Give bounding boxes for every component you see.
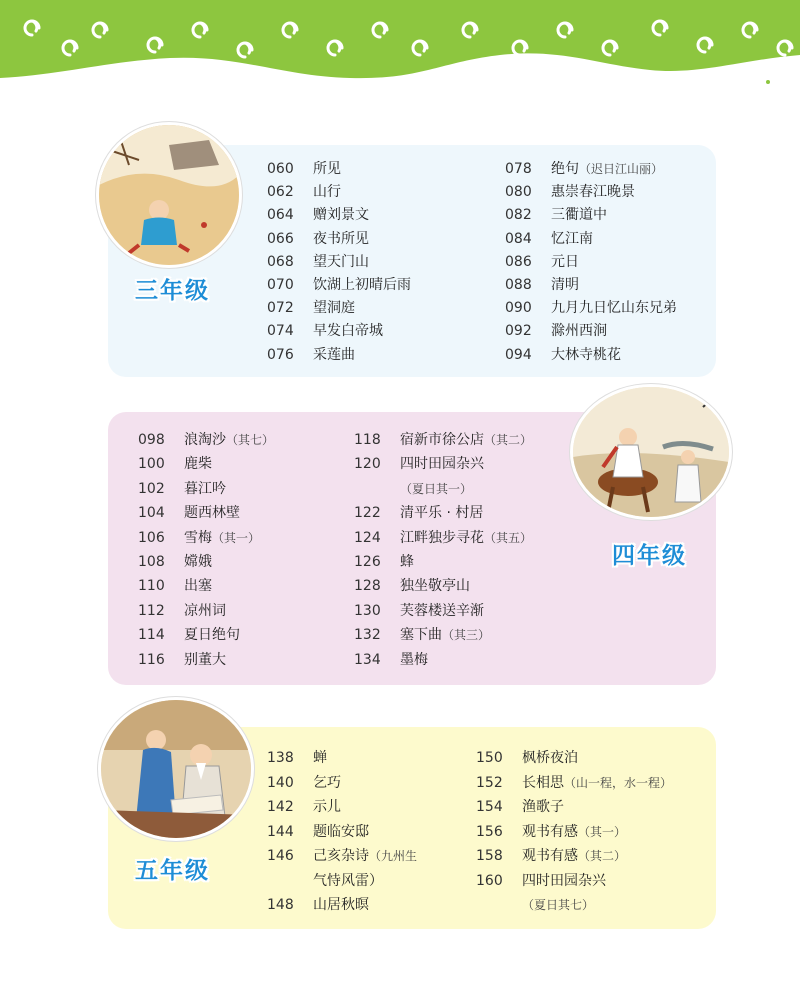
toc-title: 观书有感 [522, 823, 578, 840]
toc-entry[interactable] [267, 158, 411, 181]
toc-note: （其一） [578, 824, 627, 839]
toc-entry[interactable] [354, 452, 532, 476]
toc-title: 观书有感 [522, 848, 578, 864]
toc-page-number: 122 [354, 505, 381, 522]
toc-page-number: 128 [354, 578, 381, 595]
toc-entry[interactable] [267, 181, 411, 204]
toc-page-number: 066 [267, 230, 294, 247]
toc-page-number: 108 [138, 553, 165, 570]
toc-page-number: 078 [505, 161, 532, 177]
toc-page-number: 076 [267, 346, 294, 363]
toc-title: 示儿 [313, 799, 341, 815]
toc-page-number: 110 [138, 578, 165, 595]
toc-entry[interactable] [267, 820, 417, 845]
toc-entry[interactable] [505, 181, 677, 204]
toc-title: 清平乐 · 村居 [400, 505, 484, 522]
grade3-left-list [267, 158, 411, 367]
toc-entry[interactable] [267, 320, 411, 343]
toc-entry[interactable] [138, 526, 274, 550]
toc-page-number: 138 [267, 750, 294, 766]
toc-page-number: 146 [267, 848, 294, 864]
toc-title: 望洞庭 [313, 300, 355, 317]
toc-page-number: 082 [505, 207, 532, 224]
toc-entry[interactable] [138, 648, 274, 672]
toc-title: 雪梅 [184, 529, 212, 546]
toc-title: 惠崇春江晚景 [551, 184, 635, 201]
toc-entry[interactable] [267, 344, 411, 367]
toc-entry[interactable] [354, 477, 532, 501]
toc-title: 别董大 [184, 651, 226, 668]
toc-page-number: 134 [354, 651, 381, 668]
toc-title: 夏日绝句 [184, 627, 240, 644]
toc-entry[interactable] [505, 158, 677, 181]
toc-entry[interactable] [476, 893, 672, 918]
toc-page-number: 130 [354, 602, 381, 619]
toc-page-number: 104 [138, 505, 165, 522]
toc-title: 赠刘景文 [313, 207, 369, 224]
toc-title: 己亥杂诗 [313, 848, 369, 864]
toc-title: 题西林壁 [184, 505, 240, 522]
toc-page-number: 126 [354, 553, 381, 570]
toc-title: 滁州西涧 [551, 323, 607, 340]
toc-note: （夏日其一） [400, 481, 473, 496]
toc-entry[interactable] [505, 251, 677, 274]
toc-title: 出塞 [184, 578, 212, 595]
toc-title: 元日 [551, 253, 579, 270]
toc-entry[interactable] [138, 428, 274, 452]
toc-entry[interactable] [354, 550, 532, 574]
toc-entry[interactable] [354, 623, 532, 647]
toc-title: 忆江南 [551, 230, 593, 247]
toc-title: 蜂 [400, 553, 414, 570]
toc-entry[interactable] [267, 795, 417, 820]
toc-entry[interactable] [267, 746, 417, 771]
toc-note: （其七） [226, 433, 275, 447]
toc-page-number: 116 [138, 651, 165, 668]
grade5-illustration [98, 697, 254, 841]
toc-entry[interactable] [138, 623, 274, 647]
toc-title: 气恃风雷） [313, 872, 383, 889]
toc-page-number: 118 [354, 432, 381, 448]
toc-entry[interactable] [505, 274, 677, 297]
toc-title: 三衢道中 [551, 207, 607, 224]
toc-title: 大林寺桃花 [551, 346, 621, 363]
toc-page-number: 132 [354, 627, 381, 644]
toc-entry[interactable] [505, 344, 677, 367]
toc-note: （其一） [212, 530, 261, 545]
grade4-left-list [138, 428, 274, 672]
toc-page-number: 074 [267, 323, 294, 340]
toc-entry[interactable] [505, 228, 677, 251]
grade5-left-list [267, 746, 417, 918]
toc-entry[interactable] [476, 869, 672, 894]
toc-page-number: 152 [476, 774, 503, 791]
toc-entry[interactable] [476, 844, 672, 869]
grade5-title: 五年级 [135, 858, 210, 884]
toc-note: （山一程，水一程） [564, 775, 673, 790]
toc-page-number: 088 [505, 276, 532, 293]
toc-entry[interactable] [267, 893, 417, 918]
toc-page-number: 144 [267, 823, 294, 840]
toc-title: 所见 [313, 161, 341, 177]
toc-note: （迟日江山丽） [579, 162, 664, 176]
top-banner [0, 0, 800, 95]
toc-page-number: 154 [476, 799, 503, 815]
toc-entry[interactable] [505, 320, 677, 343]
toc-entry[interactable] [354, 648, 532, 672]
grade3-title: 三年级 [135, 278, 210, 304]
toc-title: 枫桥夜泊 [522, 750, 578, 766]
toc-title: 渔歌子 [522, 799, 564, 815]
toc-title: 墨梅 [400, 651, 428, 668]
toc-page-number: 092 [505, 323, 532, 340]
toc-entry[interactable] [505, 204, 677, 227]
toc-title: 鹿柴 [184, 456, 212, 473]
toc-entry[interactable] [267, 771, 417, 796]
toc-title: 夜书所见 [313, 230, 369, 247]
toc-title: 清明 [551, 276, 579, 293]
toc-page-number: 112 [138, 602, 165, 619]
toc-page-number: 090 [505, 300, 532, 317]
toc-title: 山居秋暝 [313, 897, 369, 913]
grade4-title: 四年级 [612, 543, 687, 569]
toc-note: （其二） [578, 849, 627, 863]
toc-title: 四时田园杂兴 [522, 872, 606, 889]
toc-page-number: 102 [138, 480, 165, 497]
toc-entry[interactable] [138, 599, 274, 623]
toc-note: （夏日其七） [522, 898, 595, 912]
toc-title: 采莲曲 [313, 346, 355, 363]
grade4-right-list [354, 428, 532, 672]
toc-title: 四时田园杂兴 [400, 456, 484, 473]
toc-title: 江畔独步寻花 [400, 529, 484, 546]
toc-entry[interactable] [354, 574, 532, 598]
toc-title: 蝉 [313, 750, 327, 766]
grade4-illustration [570, 384, 732, 520]
toc-title: 乞巧 [313, 774, 341, 791]
toc-page-number: 098 [138, 432, 165, 448]
toc-entry[interactable] [267, 844, 417, 869]
toc-title: 绝句 [551, 161, 579, 177]
toc-title: 暮江吟 [184, 480, 226, 497]
toc-title: 山行 [313, 184, 341, 201]
toc-page-number: 142 [267, 799, 294, 815]
toc-title: 浪淘沙 [184, 432, 226, 448]
toc-page-number: 068 [267, 253, 294, 270]
toc-entry[interactable] [354, 599, 532, 623]
toc-title: 九月九日忆山东兄弟 [551, 300, 677, 317]
toc-entry[interactable] [138, 501, 274, 525]
toc-note: （其三） [442, 628, 491, 643]
toc-title: 独坐敬亭山 [400, 578, 470, 595]
toc-entry[interactable] [267, 251, 411, 274]
toc-note: （其二） [484, 433, 533, 447]
toc-page-number: 156 [476, 823, 503, 840]
toc-page-number: 084 [505, 230, 532, 247]
toc-entry[interactable] [267, 228, 411, 251]
toc-title: 芙蓉楼送辛渐 [400, 602, 484, 619]
toc-title: 凉州词 [184, 602, 226, 619]
toc-entry[interactable] [476, 795, 672, 820]
toc-entry[interactable] [354, 501, 532, 525]
toc-title: 长相思 [522, 774, 564, 791]
grade3-illustration [96, 122, 242, 268]
toc-title: 题临安邸 [313, 823, 369, 840]
toc-page-number: 062 [267, 184, 294, 201]
toc-entry[interactable] [476, 771, 672, 796]
toc-page-number: 080 [505, 184, 532, 201]
grade5-right-list [476, 746, 672, 918]
toc-page-number: 148 [267, 897, 294, 913]
toc-title: 饮湖上初晴后雨 [313, 276, 411, 293]
toc-entry[interactable] [267, 274, 411, 297]
toc-entry[interactable] [138, 477, 274, 501]
toc-page-number: 106 [138, 529, 165, 546]
toc-entry[interactable] [354, 428, 532, 452]
toc-page-number: 124 [354, 529, 381, 546]
toc-entry[interactable] [267, 204, 411, 227]
toc-title: 早发白帝城 [313, 323, 383, 340]
toc-page-number: 120 [354, 456, 381, 473]
toc-entry[interactable] [267, 869, 417, 894]
toc-entry[interactable] [476, 820, 672, 845]
toc-page-number: 140 [267, 774, 294, 791]
toc-note: （其五） [484, 530, 533, 545]
toc-page-number: 086 [505, 253, 532, 270]
toc-page-number: 160 [476, 872, 503, 889]
toc-entry[interactable] [138, 452, 274, 476]
toc-entry[interactable] [138, 550, 274, 574]
toc-page-number: 064 [267, 207, 294, 224]
toc-entry[interactable] [505, 297, 677, 320]
toc-entry[interactable] [138, 574, 274, 598]
toc-title: 望天门山 [313, 253, 369, 270]
toc-entry[interactable] [476, 746, 672, 771]
toc-page-number: 094 [505, 346, 532, 363]
toc-page-number: 070 [267, 276, 294, 293]
toc-page-number: 114 [138, 627, 165, 644]
toc-title: 嫦娥 [184, 553, 212, 570]
toc-page-number: 100 [138, 456, 165, 473]
toc-entry[interactable] [267, 297, 411, 320]
toc-title: 塞下曲 [400, 627, 442, 644]
toc-title: 宿新市徐公店 [400, 432, 484, 448]
toc-page-number: 072 [267, 300, 294, 317]
toc-page-number: 150 [476, 750, 503, 766]
toc-note: （九州生 [369, 849, 418, 863]
toc-page-number: 158 [476, 848, 503, 864]
toc-page-number: 060 [267, 161, 294, 177]
grade3-right-list [505, 158, 677, 367]
toc-entry[interactable] [354, 526, 532, 550]
